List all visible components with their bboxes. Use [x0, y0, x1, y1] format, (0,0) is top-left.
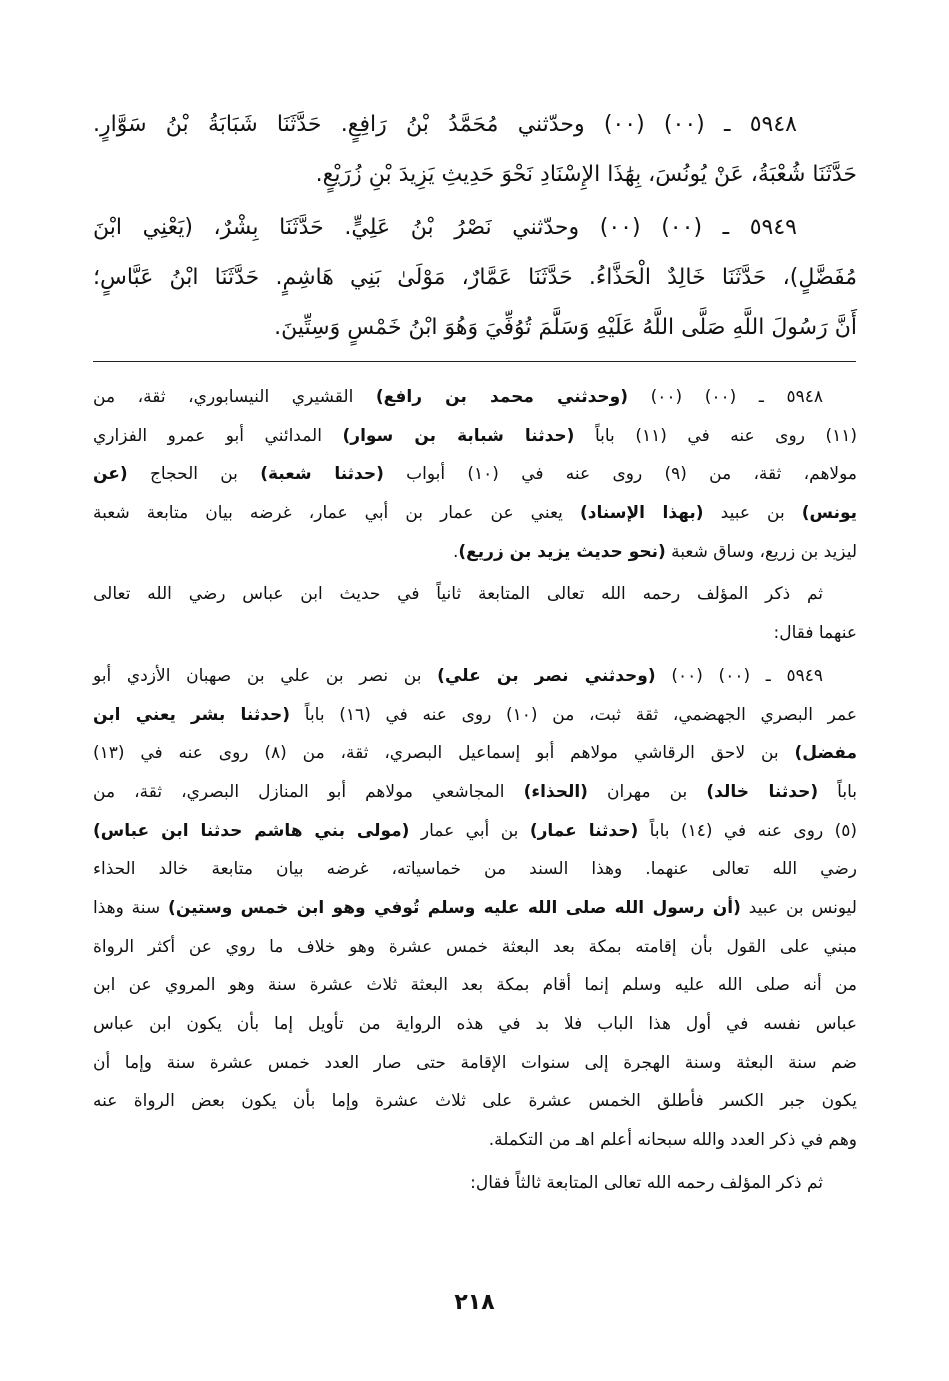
hadith-line: ٥٩٤٨ ـ (٠٠) (٠٠) وحدّثني مُحَمَّدُ بْنُ رَافِعٍ. حَدَّثَنَا شَبَابَةُ بْنُ سَوَّارٍ.	[93, 112, 797, 137]
commentary-text-segment: (١١) روى عنه في (١١) باباً	[574, 425, 857, 446]
commentary-line	[93, 889, 857, 928]
quoted-text: (عن	[93, 464, 128, 485]
commentary-text-segment: المدائني أبو عمرو الفزاري	[93, 425, 343, 446]
footnote-divider	[93, 361, 856, 362]
commentary-text-segment: ثم ذكر المؤلف رحمه الله تعالى المتابعة ثانياً في حديث ابن عباس رضي الله تعالى	[93, 584, 823, 605]
quoted-text: (نحو حديث يزيد بن زريع)	[458, 541, 666, 562]
hadith-line: حَدَّثَنَا شُعْبَةُ، عَنْ يُونُسَ، بِهَٰذَا الإِسْنَادِ نَحْوَ حَدِيثِ يَزِيدَ بْنِ زُرَيْعٍ.	[315, 162, 857, 187]
page-number: ٢١٨	[454, 1290, 495, 1315]
commentary-text-segment: يعني عن عمار بن أبي عمار، غرضه بيان متابعة شعبة	[93, 503, 580, 524]
commentary-line	[93, 1121, 857, 1160]
commentary-text-segment: باباً	[818, 781, 857, 802]
commentary-text-segment: مولاهم، ثقة، من (٩) روى عنه في (١٠) أبواب	[383, 464, 858, 485]
commentary-line	[93, 1044, 857, 1083]
commentary-text-segment: عمر البصري الجهضمي، ثقة ثبت، من (١٠) روى عنه في (١٦) باباً	[290, 704, 858, 725]
commentary-text-segment: رضي الله تعالى عنهما. وهذا السند من خماسياته، غرضه بيان متابعة خالد الحذاء	[93, 859, 857, 880]
quoted-text: (مولى بني هاشم حدثنا ابن عباس)	[93, 820, 410, 841]
commentary-line	[93, 734, 857, 773]
commentary-text-segment: مبني على القول بأن إقامته بمكة بعد البعثة خمس عشرة وهو خلاف ما روي عن أكثر الرواة	[93, 936, 857, 957]
commentary-text-segment: المجاشعي مولاهم أبو المنازل البصري، ثقة، من	[93, 781, 524, 802]
commentary-text-segment: وهم في ذكر العدد والله سبحانه أعلم اهـ من التكملة.	[488, 1130, 857, 1151]
commentary-text-segment: عباس نفسه في أول هذا الباب فلا بد في هذه الرواية من تأويل إما بأن يكون ابن عباس	[93, 1014, 857, 1034]
quoted-text: (وحدثني محمد بن رافع)	[375, 387, 628, 407]
hadith-paragraph	[93, 203, 857, 353]
commentary-text-segment: (٥) روى عنه في (١٤) باباً	[638, 820, 857, 841]
quoted-text: (وحدثني نصر بن علي)	[437, 665, 656, 686]
commentary-line	[93, 494, 857, 533]
quoted-text: (بهذا الإسناد)	[579, 503, 704, 524]
quoted-text: يونس)	[801, 503, 857, 524]
commentary-line	[93, 696, 857, 735]
commentary-line	[93, 657, 857, 696]
commentary-line	[93, 1082, 857, 1121]
commentary-line	[93, 1005, 857, 1044]
commentary-text-segment: ٥٩٤٨ ـ (٠٠) (٠٠)	[628, 387, 824, 407]
commentary-line	[93, 850, 857, 889]
commentary-line	[93, 575, 857, 614]
commentary-line	[93, 417, 857, 456]
commentary-line	[93, 966, 857, 1005]
hadith-text	[93, 100, 857, 353]
commentary-text-segment: القشيري النيسابوري، ثقة، من	[93, 387, 376, 407]
quoted-text: (حدثنا شبابة بن سوار)	[342, 425, 575, 446]
commentary-text-segment: بن عبيد	[703, 503, 802, 524]
quoted-text: (حدثنا خالد)	[706, 781, 819, 802]
hadith-line: مُفَضَّلٍ)، حَدَّثَنَا خَالِدٌ الْحَذَّاءُ. حَدَّثَنَا عَمَّارٌ، مَوْلَىٰ بَنِي هَاشِمٍ. حَدَّثَنَا ابْنُ عَبَّاسٍ؛	[93, 265, 857, 290]
commentary-text-segment: ليونس بن عبيد	[740, 897, 857, 918]
commentary-text-segment: بن لاحق الرقاشي مولاهم أبو إسماعيل البصري، ثقة، من (٨) روى عنه في (١٣)	[93, 743, 795, 764]
commentary-text-segment: من أنه صلى الله عليه وسلم إنما أقام بمكة بعد البعثة ثلاث عشرة سنة وهو المروي عن ابن	[93, 975, 857, 996]
commentary-line	[93, 928, 857, 967]
hadith-line: ٥٩٤٩ ـ (٠٠) (٠٠) وحدّثني نَصْرُ بْنُ عَلِيٍّ. حَدَّثَنَا بِشْرٌ، (يَعْنِي ابْنَ	[93, 215, 797, 240]
hadith-paragraph	[93, 100, 857, 200]
commentary-line	[93, 533, 857, 572]
commentary-text-segment: بن مهران	[587, 781, 707, 802]
quoted-text: مفضل)	[794, 743, 857, 764]
commentary-line	[93, 455, 857, 494]
quoted-text: (الحذاء)	[523, 781, 588, 802]
quoted-text: (حدثنا عمار)	[529, 820, 639, 841]
commentary-text-segment: ليزيد بن زريع، وساق شعبة	[665, 541, 857, 562]
commentary-paragraph	[93, 1164, 857, 1203]
hadith-line: أَنَّ رَسُولَ اللَّهِ صَلَّى اللَّهُ عَلَيْهِ وَسَلَّمَ تُوُفِّيَ وَهُوَ ابْنُ خَمْسٍ وَسِتِّينَ.	[274, 315, 857, 340]
quoted-text: (حدثنا شعبة)	[260, 464, 384, 485]
commentary-text	[93, 378, 857, 1202]
commentary-line	[93, 1164, 857, 1203]
quoted-text: (حدثنا بشر يعني ابن	[93, 704, 291, 725]
commentary-text-segment: بن أبي عمار	[409, 820, 530, 841]
commentary-text-segment: ضم سنة البعثة وسنة الهجرة إلى سنوات الإقامة حتى صار العدد خمس عشرة سنة وإما أن	[93, 1052, 857, 1073]
commentary-text-segment: .	[452, 541, 459, 562]
commentary-paragraph	[93, 657, 857, 1160]
commentary-text-segment: عنهما فقال:	[773, 623, 857, 644]
commentary-line	[93, 812, 857, 851]
commentary-text-segment: ٥٩٤٩ ـ (٠٠) (٠٠)	[655, 665, 823, 686]
commentary-line	[93, 773, 857, 812]
commentary-paragraph	[93, 575, 857, 652]
commentary-line	[93, 614, 857, 653]
commentary-text-segment: سنة وهذا	[93, 897, 169, 918]
commentary-line	[93, 378, 857, 417]
quoted-text: (أن رسول الله صلى الله عليه وسلم تُوفي وهو ابن خمس وستين)	[168, 897, 741, 918]
commentary-text-segment: ثم ذكر المؤلف رحمه الله تعالى المتابعة ثالثاً فقال:	[470, 1172, 823, 1193]
commentary-paragraph	[93, 378, 857, 571]
commentary-text-segment: بن نصر بن علي بن صهبان الأزدي أبو	[93, 665, 438, 686]
commentary-text-segment: يكون جبر الكسر فأطلق الخمس عشرة على ثلاث عشرة وإما بأن يكون بعض الرواة عنه	[93, 1091, 857, 1112]
commentary-text-segment: بن الحجاج	[127, 464, 261, 485]
